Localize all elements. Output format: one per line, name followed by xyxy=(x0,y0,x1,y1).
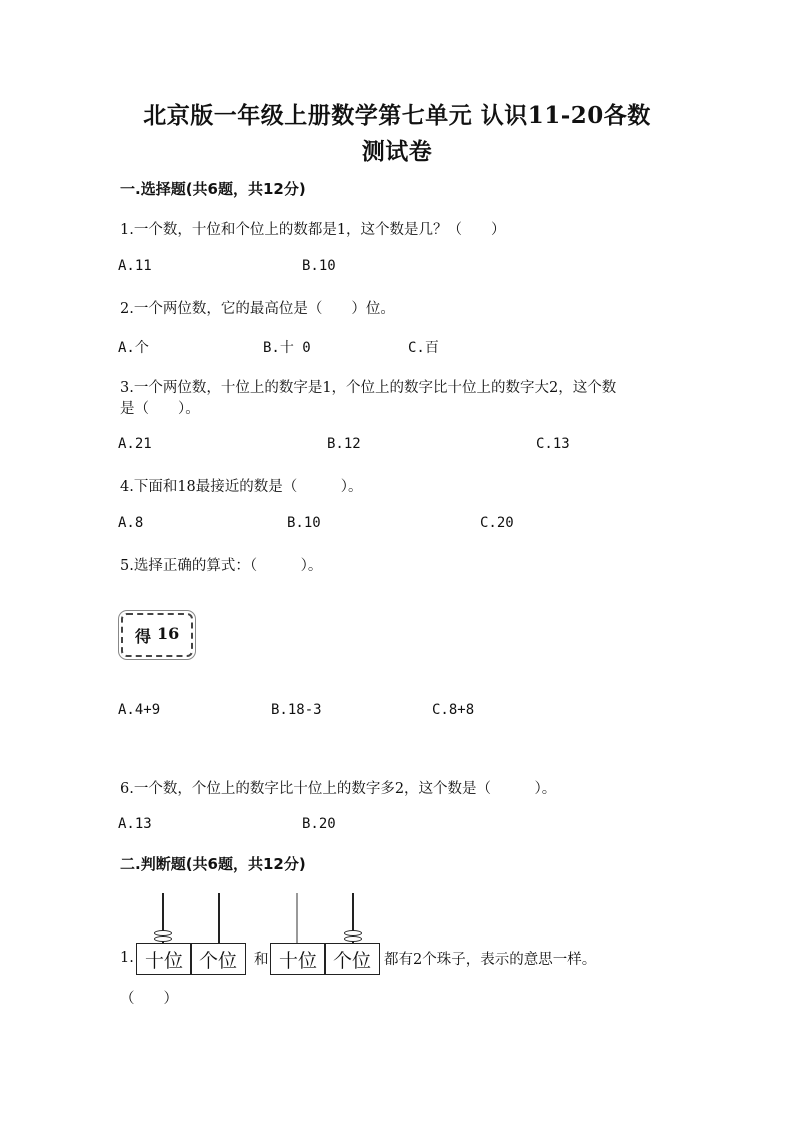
q4-option-a: A.8 xyxy=(118,515,144,531)
q5-option-b: B.18-3 xyxy=(271,702,322,718)
abacus-right xyxy=(270,893,382,983)
section-heading-judgment: 二.判断题(共6题，共12分) xyxy=(120,855,306,873)
abacus-left-tens-box: 十位 xyxy=(136,943,192,975)
q3-option-c: C.13 xyxy=(536,436,570,452)
q6-option-b: B.20 xyxy=(302,816,336,832)
abacus-left-ones-rod xyxy=(218,893,220,943)
stamp-number: 16 xyxy=(157,624,180,643)
judgment-q1-number: 1. xyxy=(120,950,134,966)
question-4: 4.下面和18最接近的数是（ ）。 xyxy=(120,479,363,495)
question-3-line1: 3.一个两位数，十位上的数字是1，个位上的数字比十位上的数字大2，这个数 xyxy=(120,380,617,396)
question-2: 2.一个两位数，它的最高位是（ ）位。 xyxy=(120,301,395,317)
q2-option-a: A.个 xyxy=(118,340,149,356)
judgment-q1-answer: （ ） xyxy=(120,991,178,1007)
q4-option-b: B.10 xyxy=(287,515,321,531)
abacus-left-ones-box: 个位 xyxy=(190,943,246,975)
page-title-line2: 测试卷 xyxy=(361,138,433,165)
q1-option-a: A.11 xyxy=(118,258,152,274)
q2-option-c: C.百 xyxy=(408,340,439,356)
question-6: 6.一个数，个位上的数字比十位上的数字多2，这个数是（ ）。 xyxy=(120,781,557,797)
q3-option-a: A.21 xyxy=(118,436,152,452)
q6-option-a: A.13 xyxy=(118,816,152,832)
score-stamp xyxy=(121,613,193,657)
abacus-right-tens-rod xyxy=(296,893,298,943)
stamp-label: 得 xyxy=(135,627,152,646)
question-1: 1.一个数，十位和个位上的数都是1，这个数是几？（ ） xyxy=(120,222,506,238)
q1-option-b: B.10 xyxy=(302,258,336,274)
q3-option-b: B.12 xyxy=(327,436,361,452)
connector-and: 和 xyxy=(254,952,269,968)
question-3-line2: 是（ ）。 xyxy=(120,401,200,417)
abacus-bead xyxy=(154,936,172,942)
page-title: 北京版一年级上册数学第七单元 认识11-20各数 xyxy=(143,102,651,129)
q4-option-c: C.20 xyxy=(480,515,514,531)
judgment-q1-text: 都有2个珠子，表示的意思一样。 xyxy=(384,952,597,968)
q5-option-c: C.8+8 xyxy=(432,702,475,718)
abacus-bead xyxy=(344,936,362,942)
q2-option-b: B.十 0 xyxy=(263,340,311,356)
abacus-right-tens-box: 十位 xyxy=(270,943,326,975)
q5-option-a: A.4+9 xyxy=(118,702,161,718)
question-5: 5.选择正确的算式：（ ）。 xyxy=(120,558,323,574)
abacus-right-ones-box: 个位 xyxy=(324,943,380,975)
abacus-left xyxy=(136,893,248,983)
section-heading-choice: 一.选择题(共6题，共12分) xyxy=(120,180,306,198)
